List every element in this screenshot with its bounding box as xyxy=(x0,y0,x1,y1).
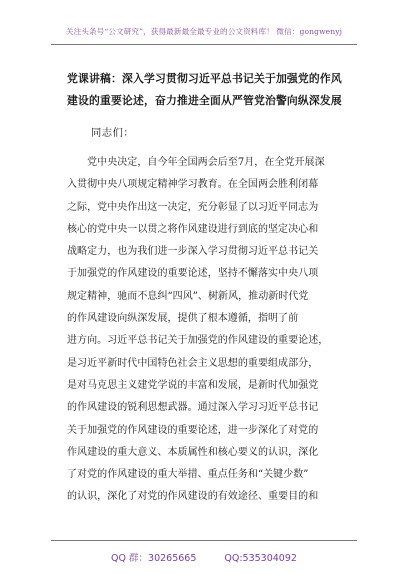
body-line: 了对党的作风建设的重大举措、重点任务和“关键少数” xyxy=(67,469,309,481)
footer-divider xyxy=(51,540,357,541)
footer-contact xyxy=(0,550,408,564)
body-line: 入贯彻中央八项规定精神学习教育。在全国两会胜利闭幕 xyxy=(67,179,319,191)
header-divider xyxy=(51,44,357,45)
body-line: 党中央决定，自今年全国两会后至7月，在全党开展深 xyxy=(67,157,325,168)
body-line: 是对马克思主义建党学说的丰富和发展，是新时代加强党 xyxy=(67,379,319,391)
body-line: 的作风建设向纵深发展，提供了根本遵循，指明了前 xyxy=(67,313,299,325)
body-line: 进方向。习近平总书记关于加强党的作风建设的重要论述， xyxy=(67,335,329,347)
body-line: 的认识，深化了对党的作风建设的有效途径、重要目的和 xyxy=(67,491,319,503)
footer-qq-group: QQ 群：30265665 xyxy=(111,553,197,564)
body-line: 关于加强党的作风建设的重要论述，进一步深化了对党的 xyxy=(67,424,319,436)
salutation: 同志们： xyxy=(91,127,135,139)
body-line: 核心的党中央一以贯之将作风建设进行到底的坚定决心和 xyxy=(67,223,319,235)
body-line: 作风建设的重大意义、本质属性和核心要义的认识，深化 xyxy=(67,446,319,458)
title-line: 建设的重要论述，奋力推进全面从严管党治警向纵深发展 xyxy=(67,94,342,107)
body-line: 是习近平新时代中国特色社会主义思想的重要组成部分， xyxy=(67,357,319,369)
footer-qq-number: QQ:535304092 xyxy=(224,553,297,564)
body-line: 之际，党中央作出这一决定，充分彰显了以习近平同志为 xyxy=(67,201,319,213)
body-paragraph xyxy=(67,152,361,509)
body-line: 的作风建设的锐利思想武器。通过深入学习习近平总书记 xyxy=(67,402,319,414)
body-line: 战略定力，也为我们进一步深入学习贯彻习近平总书记关 xyxy=(67,246,319,258)
title-line: 党课讲稿：深入学习贯彻习近平总书记关于加强党的作风 xyxy=(67,72,342,85)
body-line: 于加强党的作风建设的重要论述，坚持不懈落实中央八项 xyxy=(67,268,319,280)
document-title xyxy=(67,68,359,112)
body-line: 规定精神，驰而不息纠“四风”、树新风，推动新时代党 xyxy=(67,290,309,302)
header-promo-note: 关注头条号“公文研究”，获得最新最全最专业的公文资料库！ 微信：gongwenyj xyxy=(65,27,343,36)
